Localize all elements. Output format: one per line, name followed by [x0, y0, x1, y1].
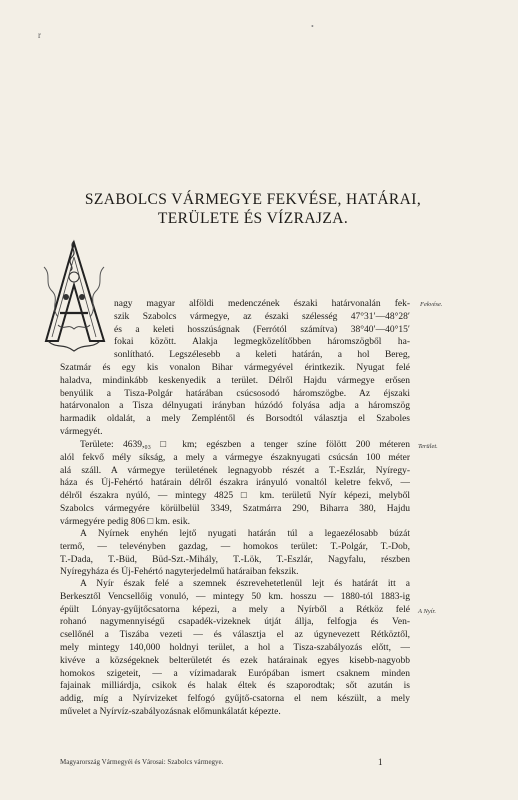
page-footer: Magyarország Vármegyéi és Városai: Szabolcs vármegye. [60, 758, 224, 766]
text-line: A Nyírnek enyhén lejtő nyugati határán túl a legaezélosabb búzát [80, 529, 410, 539]
text-line: háza és Új-Fehértó határain délről északra irányuló vonaltól keletre fekvő, — [60, 478, 410, 489]
text-line: Berkesztől Vencsellőig vonuló, — mintegy 50 km. hosszu — 1880-tól 1883-ig [60, 591, 410, 602]
text-line: művelet a Nyírvíz-szabályozásnak előmunkálatát képezte. [60, 706, 281, 717]
drop-cap-paragraph [114, 298, 410, 362]
text-line: nagy magyar alföldi medenczének északi határvonalán fek- [114, 299, 410, 309]
paragraph-2 [60, 439, 410, 529]
text-line: Szatmár és egy kis vonalon Bihar vármegyével érintkezik. Nyugat felé [60, 363, 410, 373]
text-line: rohanó nagymennyiségű csapadék-vizeknek útját állja, felfogja és Ven- [60, 617, 410, 628]
text-line: T.-Dada, T.-Büd, Büd-Szt.-Mihály, T.-Lök, T.-Eszlár, Nagyfalu, részben [60, 554, 410, 565]
text-line: harmadik oldalát, a mely Zempléntől és Borsodtól választja el Szaboles [60, 414, 410, 425]
ornamental-initial-icon [38, 237, 110, 357]
text-line: mely mintegy 140,000 holdnyi terület, a hol a Tisza-szabályozás előtt, — [60, 642, 410, 653]
text-line: fokai között. Alakja legmegközelítőbben háromszögből ha- [114, 337, 410, 348]
chapter-heading [40, 190, 466, 228]
text-line: fajainak milliárdja, csikok és halak éltek és szaporodtak; sőt azután is [60, 681, 410, 692]
text-line: kivéve a községeknek belterületét és ezek határainak egyes kisebb-nagyobb [60, 655, 410, 666]
text-line: Szabolcs vármegyére körülbelül 3349, Szatmárra 290, Biharra 380, Hajdu [60, 503, 410, 514]
ornamental-initial [38, 237, 110, 357]
paragraph-1 [60, 362, 410, 439]
text-line: Területe: 4639,₀₃ □ km; egészben a tenger színe fölött 200 méteren [80, 440, 410, 450]
text-line: alól fekvő mély síkság, a mely a vármegye északnyugati csúcsán 100 méter [60, 452, 410, 463]
text-line: szik Szabolcs vármegye, az északi szélesség 47°31′—48°28′ [114, 311, 410, 322]
page-number: 1 [378, 757, 383, 767]
text-line: vármegyére pedig 806 □ km. esik. [60, 516, 190, 527]
text-line: délről északra nyúló, — mintegy 4825 □ km. területű Nyír képezi, melyből [60, 491, 410, 502]
margin-note-fekvese: Fekvése. [420, 301, 443, 308]
paragraph-3 [60, 528, 410, 579]
text-line: homokos szigeteit, — a vízimadarak Európában ismert csaknem minden [60, 668, 410, 679]
text-line: és a keleti hosszúságnak (Ferrótól számítva) 38°40′—40°15′ [114, 324, 410, 335]
corner-mark: r [38, 30, 41, 40]
text-line: termő, — televényben gazdag, — homokos terület: T.-Polgár, T.-Dob, [60, 541, 410, 552]
margin-note-nyir: A Nyír. [418, 608, 436, 615]
text-line: alá száll. A vármegye területének legnagyobb részét a T.-Eszlár, Nyíregy- [60, 465, 410, 476]
text-line: vármegyét. [60, 426, 103, 437]
text-line: Nyíregyháza és Új-Fehértó nagyterjedelmű határaiban fekszik. [60, 567, 299, 578]
heading-line-1: SZABOLCS VÁRMEGYE FEKVÉSE, HATÁRAI, [84, 191, 422, 208]
heading-line-2: TERÜLETE ÉS VÍZRAJZA. [157, 210, 349, 227]
margin-note-terulet: Terület. [418, 443, 438, 450]
text-line: haladva, mindinkább keskenyedik a terület. Délről Hajdu vármegye erősen [60, 375, 410, 386]
text-line: benyúlik a Tisza-Polgár határában csúcsosodó háromszögbe. Az éjszaki [60, 388, 410, 399]
dot-mark: • [311, 22, 314, 31]
text-line: épült Lónyay-gyűjtőcsatorna képezi, a mely a Nyírből a Rétköz felé [60, 604, 410, 615]
text-line: határvonalon a Tisza délnyugati irányban húzódó folyása adja a háromszög [60, 401, 410, 412]
text-line: A Nyír észak felé a szemnek észrevehetetlenül lejt és határát itt a [80, 579, 410, 589]
text-line: sonlítható. Legszélesebb a keleti határán, a hol Bereg, [114, 350, 410, 361]
text-line: addig, míg a Nyírvizeket felfogó gyűjtő-csatorna el nem készült, a mely [60, 694, 410, 705]
paragraph-4 [60, 578, 410, 719]
text-line: csellőnél a Tiszába vezeti — és választja el az úgynevezett Rétköztől, [60, 630, 410, 641]
